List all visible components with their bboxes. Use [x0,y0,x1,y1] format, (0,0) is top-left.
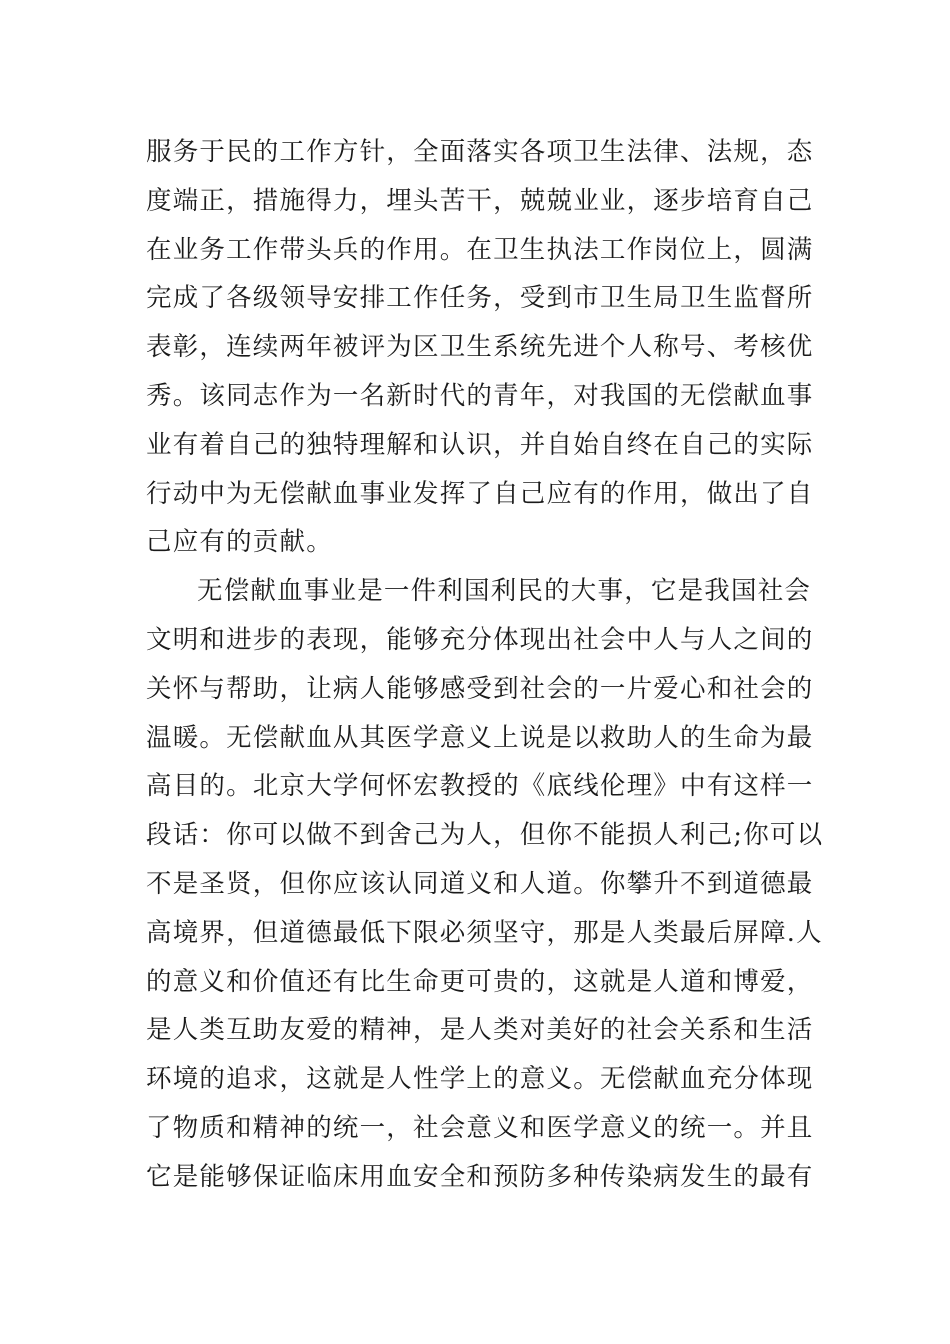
paragraph-2-line: 了物质和精神的统一，社会意义和医学意义的统一。并且 [146,1112,814,1143]
paragraph-1-line: 表彰，连续两年被评为区卫生系统先进个人称号、考核优 [146,332,814,363]
paragraph-2 [146,567,824,1201]
paragraph-1-line: 秀。该同志作为一名新时代的青年，对我国的无偿献血事 [146,380,814,411]
paragraph-1-line: 业有着自己的独特理解和认识，并自始自终在自己的实际 [146,429,814,460]
paragraph-2-line: 的意义和价值还有比生命更可贵的，这就是人道和博爱， [146,966,814,997]
paragraph-1-line: 己应有的贡献。 [146,527,333,558]
paragraph-2-line: 段话：你可以做不到舍己为人，但你不能损人利己;你可以 [146,820,824,851]
paragraph-2-line: 不是圣贤，但你应该认同道义和人道。你攀升不到道德最 [146,868,814,899]
paragraph-1-line: 行动中为无偿献血事业发挥了自己应有的作用，做出了自 [146,478,814,509]
paragraph-1-line: 在业务工作带头兵的作用。在卫生执法工作岗位上，圆满 [146,234,814,265]
paragraph-2-line: 是人类互助友爱的精神，是人类对美好的社会关系和生活 [146,1015,814,1046]
paragraph-2-line: 它是能够保证临床用血安全和预防多种传染病发生的最有 [146,1161,814,1192]
paragraph-2-line: 温暖。无偿献血从其医学意义上说是以救助人的生命为最 [146,722,814,753]
paragraph-2-line: 文明和进步的表现，能够充分体现出社会中人与人之间的 [146,624,814,655]
paragraph-2-line: 高境界，但道德最低下限必须坚守，那是人类最后屏障.人 [146,917,823,948]
paragraph-2-line: 高目的。北京大学何怀宏教授的《底线伦理》中有这样一 [146,771,814,802]
paragraph-2-line: 无偿献血事业是一件利国利民的大事，它是我国社会 [197,576,812,607]
document-body [146,128,824,1202]
paragraph-1-line: 服务于民的工作方针，全面落实各项卫生法律、法规，态 [146,137,814,167]
paragraph-1 [146,128,816,567]
paragraph-2-line: 关怀与帮助，让病人能够感受到社会的一片爱心和社会的 [146,673,814,704]
paragraph-2-line: 环境的追求，这就是人性学上的意义。无偿献血充分体现 [146,1064,814,1095]
paragraph-1-line: 完成了各级领导安排工作任务，受到市卫生局卫生监督所 [146,283,814,314]
paragraph-1-line: 度端正，措施得力，埋头苦干，兢兢业业，逐步培育自己 [146,185,814,216]
